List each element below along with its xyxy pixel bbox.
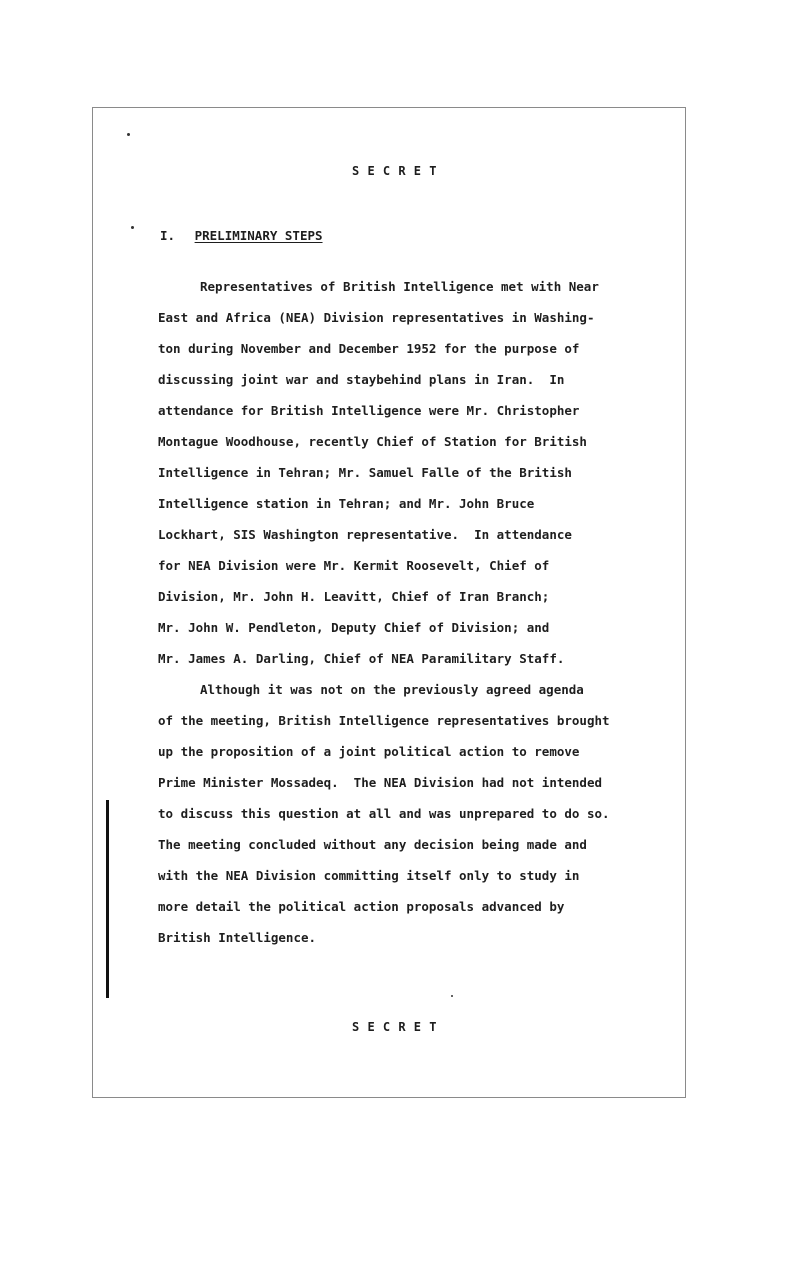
- text-line: Representatives of British Intelligence met with Near: [200, 279, 599, 294]
- text-line: ton during November and December 1952 for the purpose of: [158, 341, 580, 356]
- text-line: Lockhart, SIS Washington representative. In attendance: [158, 527, 572, 542]
- text-line: more detail the political action proposals advanced by: [158, 899, 565, 914]
- text-line: Montague Woodhouse, recently Chief of Station for British: [158, 434, 587, 449]
- text-line: Mr. John W. Pendleton, Deputy Chief of Division; and: [158, 620, 550, 635]
- text-line: British Intelligence.: [158, 930, 317, 945]
- text-line: discussing joint war and staybehind plans in Iran. In: [158, 372, 565, 387]
- body-text: [158, 271, 658, 953]
- classification-header: S E C R E T: [352, 164, 437, 178]
- text-line: Although it was not on the previously agreed agenda: [200, 682, 584, 697]
- section-title: PRELIMINARY STEPS: [194, 228, 323, 243]
- text-line: East and Africa (NEA) Division representatives in Washing-: [158, 310, 595, 325]
- section-number: I.: [160, 228, 176, 243]
- text-line: to discuss this question at all and was unprepared to do so.: [158, 806, 610, 821]
- scan-speck: [131, 226, 134, 229]
- text-line: of the meeting, British Intelligence representatives brought: [158, 713, 610, 728]
- text-line: up the proposition of a joint political action to remove: [158, 744, 580, 759]
- scan-speck: [451, 995, 453, 997]
- text-line: Intelligence station in Tehran; and Mr. John Bruce: [158, 496, 535, 511]
- text-line: with the NEA Division committing itself only to study in: [158, 868, 580, 883]
- text-line: Intelligence in Tehran; Mr. Samuel Falle of the British: [158, 465, 572, 480]
- scan-speck: [127, 133, 130, 136]
- text-line: attendance for British Intelligence were Mr. Christopher: [158, 403, 580, 418]
- text-line: Division, Mr. John H. Leavitt, Chief of Iran Branch;: [158, 589, 550, 604]
- text-line: The meeting concluded without any decision being made and: [158, 837, 587, 852]
- section-heading: [160, 228, 323, 243]
- text-line: Mr. James A. Darling, Chief of NEA Paramilitary Staff.: [158, 651, 565, 666]
- text-line: for NEA Division were Mr. Kermit Roosevelt, Chief of: [158, 558, 550, 573]
- margin-mark: [106, 800, 109, 998]
- text-line: Prime Minister Mossadeq. The NEA Division had not intended: [158, 775, 603, 790]
- classification-footer: S E C R E T: [352, 1020, 437, 1034]
